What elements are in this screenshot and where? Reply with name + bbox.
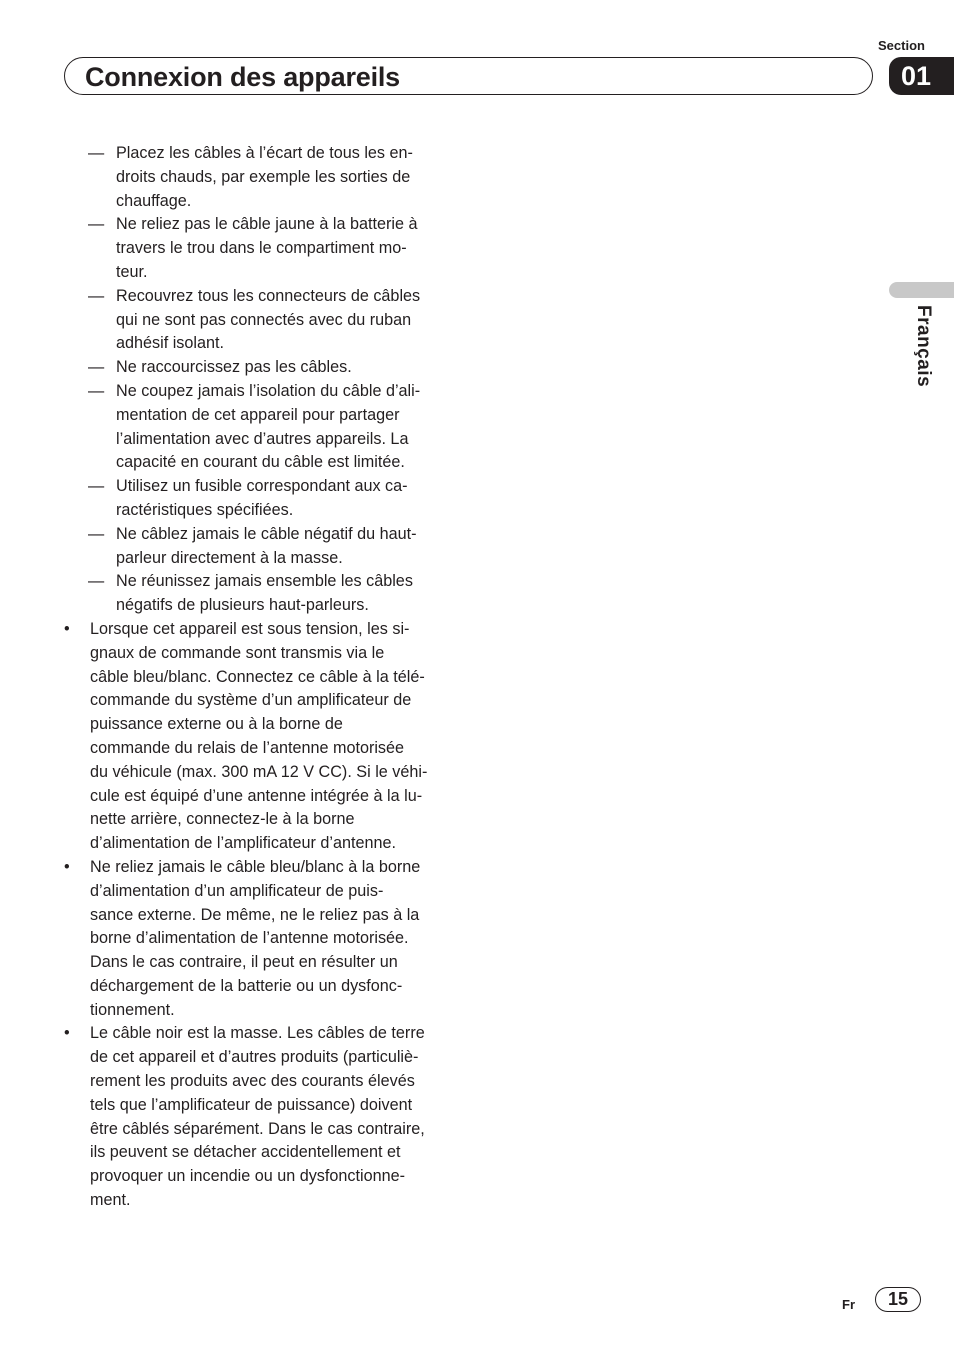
text-line: puissance externe ou à la borne de bbox=[90, 715, 343, 734]
text-line: ment. bbox=[90, 1191, 131, 1210]
text-line: nette arrière, connectez-le à la borne bbox=[90, 810, 355, 829]
text-line: déchargement de la batterie ou un dysfonc- bbox=[90, 976, 403, 995]
text-line: négatifs de plusieurs haut-parleurs. bbox=[116, 596, 369, 615]
section-number: 01 bbox=[901, 61, 932, 91]
text-line: du véhicule (max. 300 mA 12 V CC). Si le véhi- bbox=[90, 762, 428, 781]
text-line: qui ne sont pas connectés avec du ruban bbox=[116, 310, 412, 329]
language-tab-bar bbox=[889, 282, 954, 298]
bullet-list-item bbox=[58, 618, 458, 856]
dash-list-item bbox=[58, 380, 458, 475]
text-line: parleur directement à la masse. bbox=[116, 548, 343, 567]
text-line: mentation de cet appareil pour partager bbox=[116, 405, 400, 424]
text-line: chauffage. bbox=[116, 191, 192, 210]
text-line: Ne réunissez jamais ensemble les câbles bbox=[116, 572, 413, 591]
text-line: Placez les câbles à l’écart de tous les en- bbox=[116, 144, 413, 162]
text-line: l’alimentation avec d’autres appareils. La bbox=[116, 429, 409, 448]
text-line: être câblés séparément. Dans le cas contraire, bbox=[90, 1119, 425, 1138]
page-title: Connexion des appareils bbox=[85, 62, 400, 92]
text-line: d’alimentation de l’amplificateur d’antenne. bbox=[90, 834, 396, 853]
section-label: Section bbox=[878, 38, 925, 53]
text-line: Le câble noir est la masse. Les câbles de terre bbox=[90, 1024, 425, 1043]
dash-marker: — bbox=[88, 477, 105, 496]
text-line: ractéristiques spécifiées. bbox=[116, 500, 294, 519]
dash-list-item bbox=[58, 285, 458, 356]
footer-language-code: Fr bbox=[842, 1297, 855, 1312]
text-line: commande du relais de l’antenne motorisée bbox=[90, 738, 405, 757]
text-line: Dans le cas contraire, il peut en résulter un bbox=[90, 953, 398, 972]
text-line: Ne raccourcissez pas les câbles. bbox=[116, 358, 352, 377]
text-line: Ne câblez jamais le câble négatif du haut- bbox=[116, 524, 417, 543]
dash-marker: — bbox=[88, 381, 105, 400]
dash-list-item bbox=[58, 356, 458, 380]
dash-marker: — bbox=[88, 572, 105, 591]
dash-list-item bbox=[58, 570, 458, 618]
bullet-marker: • bbox=[64, 857, 70, 876]
dash-marker: — bbox=[88, 215, 105, 234]
text-line: droits chauds, par exemple les sorties de bbox=[116, 167, 411, 186]
text-line: gnaux de commande sont transmis via le bbox=[90, 643, 385, 662]
text-line: sance externe. De même, ne le reliez pas à la bbox=[90, 905, 420, 924]
dash-marker: — bbox=[88, 286, 105, 305]
text-line: Ne coupez jamais l’isolation du câble d’ali- bbox=[116, 381, 421, 400]
bullet-list-item bbox=[58, 856, 458, 1023]
language-tab-label: Français bbox=[913, 305, 934, 388]
text-line: adhésif isolant. bbox=[116, 334, 224, 353]
text-line: tels que l’amplificateur de puissance) doivent bbox=[90, 1095, 413, 1114]
text-line: câble bleu/blanc. Connectez ce câble à la télé- bbox=[90, 667, 425, 686]
text-line: Recouvrez tous les connecteurs de câbles bbox=[116, 286, 421, 305]
text-line: tionnement. bbox=[90, 1000, 175, 1019]
dash-marker: — bbox=[88, 358, 105, 377]
body-text bbox=[58, 142, 458, 1213]
text-line: de cet appareil et d’autres produits (particuliè- bbox=[90, 1048, 419, 1067]
dash-list-item bbox=[58, 523, 458, 571]
text-line: borne d’alimentation de l’antenne motorisée. bbox=[90, 929, 409, 948]
text-line: provoquer un incendie ou un dysfonctionne- bbox=[90, 1167, 405, 1186]
text-line: cule est équipé d’une antenne intégrée à la lu- bbox=[90, 786, 423, 805]
bullet-marker: • bbox=[64, 1024, 70, 1043]
text-line: rement les produits avec des courants élevés bbox=[90, 1072, 415, 1091]
text-line: Ne reliez pas le câble jaune à la batterie à bbox=[116, 215, 418, 234]
section-number-badge bbox=[889, 57, 954, 95]
text-line: d’alimentation d’un amplificateur de puis- bbox=[90, 881, 384, 900]
text-line: Ne reliez jamais le câble bleu/blanc à la borne bbox=[90, 857, 421, 876]
text-line: travers le trou dans le compartiment mo- bbox=[116, 239, 407, 258]
text-line: ils peuvent se détacher accidentellement et bbox=[90, 1143, 401, 1162]
dash-list-item bbox=[58, 213, 458, 284]
text-line: teur. bbox=[116, 262, 148, 281]
bullet-list-item bbox=[58, 1022, 458, 1212]
page-number: 15 bbox=[875, 1287, 921, 1312]
text-line: Utilisez un fusible correspondant aux ca- bbox=[116, 477, 408, 496]
text-line: Lorsque cet appareil est sous tension, les si- bbox=[90, 619, 410, 638]
text-line: commande du système d’un amplificateur de bbox=[90, 691, 412, 710]
text-line: capacité en courant du câble est limitée. bbox=[116, 453, 405, 472]
dash-marker: — bbox=[88, 144, 105, 162]
dash-marker: — bbox=[88, 524, 105, 543]
dash-list-item bbox=[58, 142, 458, 213]
dash-list-item bbox=[58, 475, 458, 523]
bullet-marker: • bbox=[64, 619, 70, 638]
page-title-box bbox=[64, 57, 873, 95]
